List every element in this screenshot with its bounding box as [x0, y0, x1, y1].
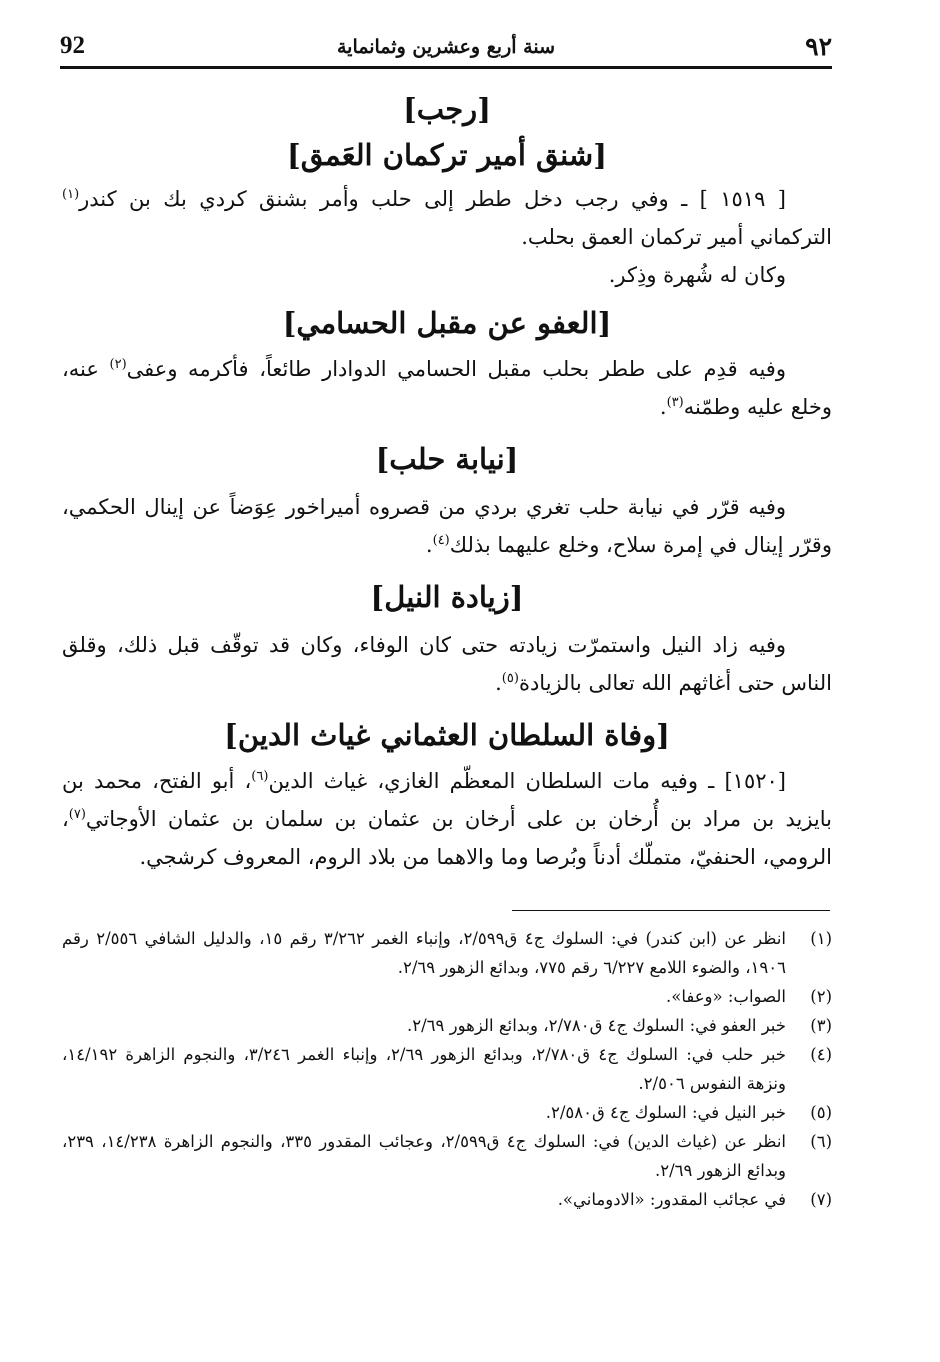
- footnote-ref: (٥): [501, 671, 519, 686]
- paragraph: [62, 350, 832, 426]
- running-title: سنة أربع وعشرين وثمانماية: [336, 36, 555, 58]
- footnote-number: (٥): [810, 1103, 832, 1122]
- section-heading: [نيابة حلب]: [375, 442, 519, 476]
- footnote: [62, 982, 832, 1011]
- paragraph-text: وفيه قرّر في نيابة حلب تغري بردي من قصروه أميراخور عِوَضاً عن إينال الحكمي، وقرّر إينال في إمرة سلاح، وخلع عليهما بذلك: [62, 495, 832, 557]
- paragraph-text: وفيه زاد النيل واستمرّت زيادته حتى كان الوفاء، وكان قد توقّف قبل ذلك، وقلق الناس حتى أغاثهم الله تعالى بالزيادة: [62, 633, 832, 695]
- footnote-text: خبر النيل في: السلوك ج٤ ق٢/٥٨٠.: [545, 1103, 786, 1122]
- footnote: [62, 1127, 832, 1185]
- footnote-ref: (٢): [109, 357, 127, 372]
- paragraph-text: وفيه قدِم على ططر بحلب مقبل الحسامي الدوادار طائعاً، فأكرمه وعفى: [126, 357, 786, 381]
- footnote-text: الصواب: «وعفا».: [666, 987, 786, 1006]
- footnote-number: (٣): [810, 1016, 832, 1035]
- footnote-text: انظر عن (غياث الدين) في: السلوك ج٤ ق٢/٥٩٩، وعجائب المقدور ٣٣٥، والنجوم الزاهرة ١٤/٢٣٨، ٢٣٩، وبدائع الزهور ٢/٦٩.: [62, 1132, 786, 1180]
- paragraph: [62, 762, 832, 876]
- footnote-text: خبر حلب في: السلوك ج٤ ق٢/٧٨٠، وبدائع الزهور ٢/٦٩، وإنباء الغمر ٣/٢٤٦، والنجوم الزاهرة ١٤/١٩٢، ونزهة النفوس ٢/٥٠٦.: [62, 1045, 787, 1093]
- page-number-arabic: ٩٢: [805, 32, 832, 61]
- footnote-text: خبر العفو في: السلوك ج٤ ق٢/٧٨٠، وبدائع الزهور ٢/٦٩.: [407, 1016, 786, 1035]
- footnote-separator: [512, 910, 830, 911]
- footnote: [62, 1098, 832, 1127]
- footnote-ref: (٤): [432, 533, 450, 548]
- section-heading: [زيادة النيل]: [370, 580, 524, 614]
- footnote-number: (٦): [810, 1132, 832, 1151]
- footnote-text: في عجائب المقدور: «الادوماني».: [557, 1190, 786, 1209]
- paragraph-text: التركماني أمير تركمان العمق بحلب.: [521, 225, 832, 249]
- paragraph: [62, 180, 832, 256]
- footnote-number: (٢): [810, 987, 832, 1006]
- paragraph-text: [١٥٢٠] ـ وفيه مات السلطان المعظّم الغازي، غياث الدين: [268, 769, 786, 793]
- footnote-text: انظر عن (ابن كندر) في: السلوك ج٤ ق٢/٥٩٩، وإنباء الغمر ٣/٢٦٢ رقم ١٥، والدليل الشافي ٢/٥٥٦ رقم ١٩٠٦، والضوء اللامع ٦/٢٢٧ رقم ٧٧٥، وبدائع الزهور ٢/٦٩.: [62, 929, 786, 977]
- page-header: [60, 30, 832, 69]
- paragraph-text: .: [659, 395, 667, 419]
- footnote-ref: (١): [62, 187, 80, 202]
- paragraph: [62, 256, 832, 294]
- footnote: [62, 1011, 832, 1040]
- page-number-latin: 92: [60, 32, 85, 59]
- section-heading: [رجب]: [403, 92, 491, 126]
- paragraph: [62, 626, 832, 702]
- paragraph-text: عنه، وخلع عليه وطمّنه: [62, 357, 832, 419]
- footnote-ref: (٧): [68, 807, 86, 822]
- section-heading: [وفاة السلطان العثماني غياث الدين]: [224, 718, 670, 752]
- footnote: [62, 1040, 832, 1098]
- footnote: [62, 1185, 832, 1214]
- footnote-number: (١): [810, 929, 832, 948]
- main-text: [62, 90, 832, 876]
- paragraph: [62, 488, 832, 564]
- paragraph-text: [ ١٥١٩ ] ـ وفي رجب دخل ططر إلى حلب وأمر بشنق كردي بك بن كندر: [79, 187, 786, 211]
- paragraph-text: وكان له شُهرة وذِكر.: [608, 263, 786, 287]
- paragraph-text: ، أبو الفتح، محمد بن بايزيد بن مراد بن أُرخان بن على أرخان بن عثمان بن سلمان بن عثمان الأوجاتي: [62, 769, 832, 831]
- paragraph-text: .: [495, 671, 502, 695]
- footnote-ref: (٣): [666, 395, 684, 410]
- section-heading: [شنق أمير تركمان العَمق]: [287, 138, 607, 172]
- footnotes: [62, 924, 832, 1214]
- footnote-number: (٧): [810, 1190, 832, 1209]
- footnote-number: (٤): [810, 1045, 832, 1064]
- paragraph-text: ، الرومي، الحنفيّ، متملّك أدناً وبُرصا وما والاهما من بلاد الروم، المعروف كرشجي.: [62, 807, 832, 869]
- footnote: [62, 924, 832, 982]
- footnote-ref: (٦): [251, 769, 269, 784]
- paragraph-text: .: [425, 533, 433, 557]
- section-heading: [العفو عن مقبل الحسامي]: [282, 306, 612, 340]
